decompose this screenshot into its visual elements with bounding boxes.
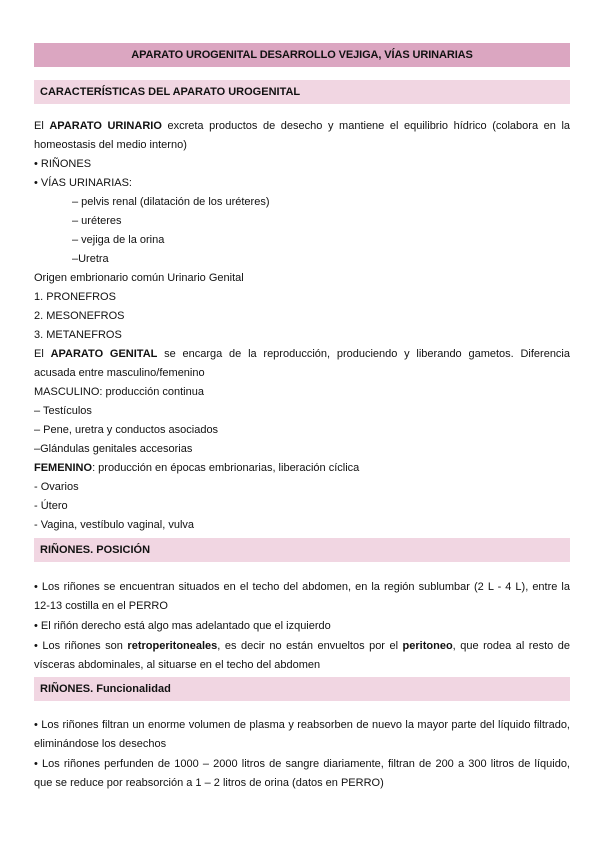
fem-item-utero: - Útero — [34, 500, 68, 512]
document-title: APARATO UROGENITAL DESARROLLO VEJIGA, VÍAS URINARIAS — [34, 43, 570, 67]
funcionalidad-p2-line2: que se reduce por reabsorción a 1 – 2 litros de orina (datos en PERRO) — [34, 777, 384, 789]
sublist-item-ureteres: – uréteres — [72, 215, 122, 227]
fem-item-ovarios: - Ovarios — [34, 481, 79, 493]
masc-item-pene: – Pene, uretra y conductos asociados — [34, 424, 219, 436]
genital-intro-line2: acusada entre masculino/femenino — [34, 367, 205, 379]
section-heading-caracteristicas: CARACTERÍSTICAS DEL APARATO UROGENITAL — [34, 80, 570, 104]
posicion-p3-line2: vísceras abdominales, al situarse en el techo del abdomen — [34, 659, 321, 671]
femenino-heading: FEMENINO: producción en épocas embrionarias, liberación cíclica — [34, 462, 360, 474]
masc-item-testiculos: – Testículos — [34, 405, 92, 417]
sublist-item-uretra: –Uretra — [72, 253, 109, 265]
posicion-p3-line1: • Los riñones son retroperitoneales, es decir no están envueltos por el peritoneo, que rodea al resto de — [34, 640, 570, 652]
list-item-rinones: • RIÑONES — [34, 158, 92, 170]
funcionalidad-p1-line1: • Los riñones filtran un enorme volumen de plasma y reabsorben de nuevo la mayor parte del líquido filtrado, — [34, 719, 570, 731]
urinario-intro-line1: El APARATO URINARIO excreta productos de desecho y mantiene el equilibrio hídrico (colabora en la — [34, 120, 571, 132]
masc-item-glandulas: –Glándulas genitales accesorias — [34, 443, 193, 455]
posicion-p2: • El riñón derecho está algo mas adelantado que el izquierdo — [34, 620, 331, 632]
etapa-metanefros: 3. METANEFROS — [34, 329, 122, 341]
posicion-p1-line2: 12-13 costilla en el PERRO — [34, 600, 168, 612]
fem-item-vagina: - Vagina, vestíbulo vaginal, vulva — [34, 519, 194, 531]
urinario-intro-line2: homeostasis del medio interno) — [34, 139, 187, 151]
origen-embrionario: Origen embrionario común Urinario Genital — [34, 272, 244, 284]
etapa-mesonefros: 2. MESONEFROS — [34, 310, 125, 322]
sublist-item-pelvis-renal: – pelvis renal (dilatación de los uréteres) — [72, 196, 270, 208]
masculino-heading: MASCULINO: producción continua — [34, 386, 204, 398]
etapa-pronefros: 1. PRONEFROS — [34, 291, 116, 303]
sublist-item-vejiga: – vejiga de la orina — [72, 234, 165, 246]
section-heading-posicion: RIÑONES. POSICIÓN — [34, 538, 570, 562]
list-item-vias-urinarias: • VÍAS URINARIAS: — [34, 177, 132, 189]
funcionalidad-p2-line1: • Los riñones perfunden de 1000 – 2000 litros de sangre diariamente, filtran de 200 a 300 litros de líquido, — [34, 758, 570, 770]
posicion-p1-line1: • Los riñones se encuentran situados en el techo del abdomen, en la región sublumbar (2 L - 4 L), entre la — [34, 581, 570, 593]
genital-intro-line1: El APARATO GENITAL se encarga de la reproducción, produciendo y liberando gametos. Diferencia — [34, 348, 570, 360]
funcionalidad-p1-line2: eliminándose los desechos — [34, 738, 167, 750]
section-heading-funcionalidad: RIÑONES. Funcionalidad — [34, 677, 570, 701]
